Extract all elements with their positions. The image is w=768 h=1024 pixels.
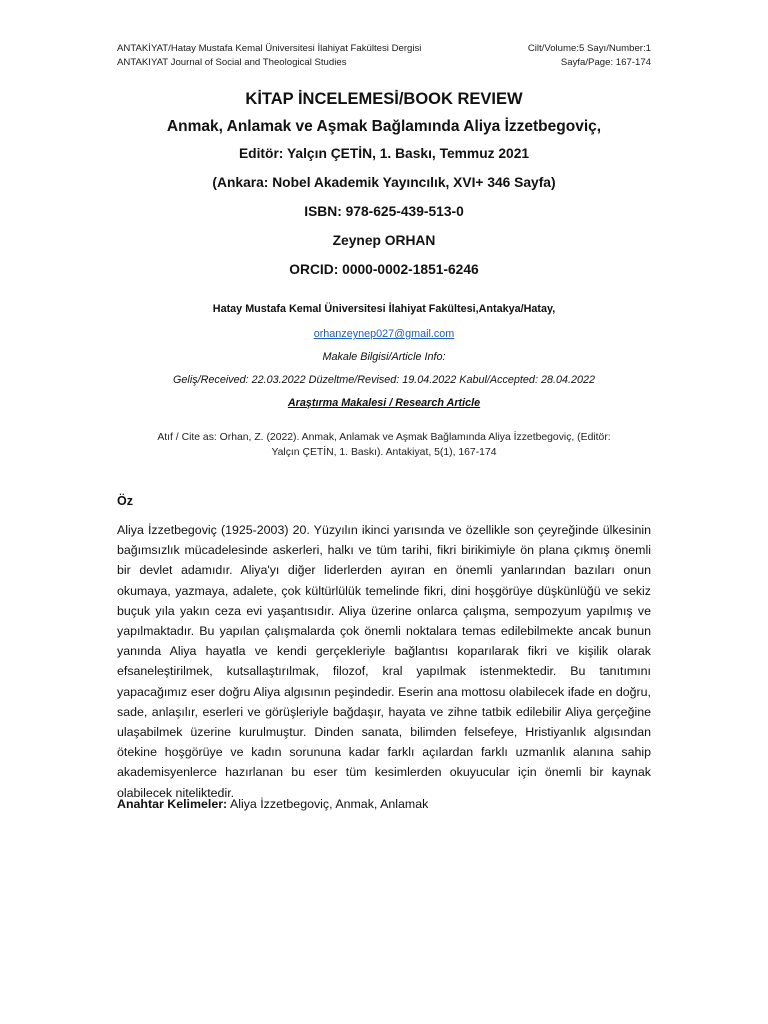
title-block bbox=[80, 88, 688, 290]
article-dates: Geliş/Received: 22.03.2022 Düzeltme/Revised: 19.04.2022 Kabul/Accepted: 28.04.2022 bbox=[173, 374, 595, 386]
page-range: Sayfa/Page: 167-174 bbox=[560, 56, 651, 68]
book-title: Anmak, Anlamak ve Aşmak Bağlamında Aliya İzzetbegoviç, bbox=[166, 118, 602, 135]
section-title: KİTAP İNCELEMESİ/BOOK REVIEW bbox=[245, 90, 523, 108]
citation-block bbox=[117, 431, 651, 460]
affiliation: Hatay Mustafa Kemal Üniversitesi İlahiyat Fakültesi,Antakya/Hatay, bbox=[212, 303, 556, 315]
orcid-line: ORCID: 0000-0002-1851-6246 bbox=[289, 262, 479, 277]
running-header bbox=[117, 42, 651, 69]
author-email-link[interactable]: orhanzeynep027@gmail.com bbox=[313, 328, 455, 340]
isbn-line: ISBN: 978-625-439-513-0 bbox=[304, 204, 464, 219]
citation-line-1: Atıf / Cite as: Orhan, Z. (2022). Anmak, Anlamak ve Aşmak Bağlamında Aliya İzzetbegoviç, (Editör: bbox=[157, 432, 611, 443]
citation-line-2: Yalçın ÇETİN, 1. Baskı). Antakiyat, 5(1), 167-174 bbox=[271, 446, 497, 458]
journal-name-tr: ANTAKİYAT/Hatay Mustafa Kemal Üniversitesi İlahiyat Fakültesi Dergisi bbox=[117, 43, 422, 54]
abstract-text: Aliya İzzetbegoviç (1925-2003) 20. Yüzyılın ikinci yarısında ve özellikle son çeyreğinde ülkesinin bağımsızlık mücadelesinde askerleri, halkı ve tüm tarihi, fikri birikimiyle ön plana çıkmış önemli bir devlet adamıdır. Aliya'yı diğer liderlerden ayıran en önemli yanlarından bazıları onun okumaya, yazmaya, adalete, çok kültürlülük temelinde fikri, dini hoşgörüye düşkünlüğü ve sekiz buçuk yıla yakın ceza evi yaşantısıdır. Aliya üzerine onlarca çalışma, sempozyum yapılmış ve yapılmaktadır. Bu yapılan çalışmalarda çok önemli noktalara temas edilebilmekte ancak bunun yanında Aliya hayatla ve kendi gerçekleriyle bağlantısı koparılarak fikri ve kişilik olarak efsaneleştirilmek, kutsallaştırılmak, filozof, kral yapılmak istenmektedir. Bu tanıtımını yapacağımız eser doğru Aliya algısının peşindedir. Eserin ana mottosu olabilecek ifade en doğru, sade, anlaşılır, eserleri ve görüşleriyle bağdaşır, hayata ve zihne tatbik edilebilir Aliya gerçeğine ulaşabilmek üzerine kurulmuştur. Dinden sanata, bilimden felsefeye, Hristiyanlık algısından ötekine hoşgörüye ve kadın sorununa kadar farklı açılardan farklı uzmanlık alanına sahip akademisyenlerce hazırlanan bu eser tüm kesimlerden okuyucular için önemli bir kaynak olabilecek niteliktedir. bbox=[117, 523, 651, 800]
keywords-label: Anahtar Kelimeler: bbox=[117, 797, 228, 811]
publisher-line: (Ankara: Nobel Akademik Yayıncılık, XVI+ 346 Sayfa) bbox=[212, 175, 556, 190]
running-header-row-2 bbox=[117, 56, 651, 70]
article-info-block bbox=[80, 302, 688, 410]
editor-line: Editör: Yalçın ÇETİN, 1. Baskı, Temmuz 2021 bbox=[238, 146, 530, 161]
abstract-heading: Öz bbox=[117, 494, 133, 508]
keywords-line bbox=[117, 795, 651, 813]
journal-name-en: ANTAKIYAT Journal of Social and Theological Studies bbox=[117, 56, 347, 68]
running-header-row-1 bbox=[117, 42, 651, 56]
article-type: Araştırma Makalesi / Research Article bbox=[287, 397, 481, 409]
keywords-value: Aliya İzzetbegoviç, Anmak, Anlamak bbox=[227, 797, 429, 811]
article-info-label: Makale Bilgisi/Article Info: bbox=[322, 351, 446, 363]
author-name: Zeynep ORHAN bbox=[332, 233, 436, 248]
volume-number: Cilt/Volume:5 Sayı/Number:1 bbox=[527, 43, 651, 54]
